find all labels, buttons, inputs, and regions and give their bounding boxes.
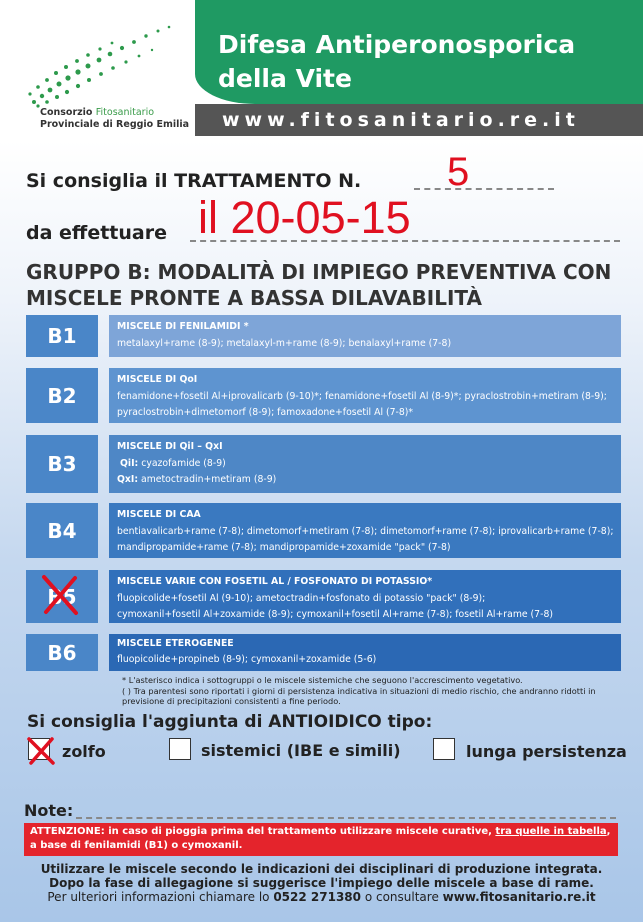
- group-heading: MISCELE DI CAA: [117, 509, 201, 520]
- date-label: da effettuare: [26, 222, 167, 244]
- group-code-label: B5: [47, 584, 77, 609]
- sistemici-checkbox[interactable]: [169, 738, 191, 760]
- group-box-b3: [109, 435, 621, 493]
- warning-box: [24, 823, 618, 856]
- logo-leaf-icon: [14, 22, 184, 112]
- group-code-b4: B4: [26, 503, 98, 558]
- cross-mark-icon: [40, 574, 80, 616]
- group-line: mandipropamide+rame (7-8); mandipropamide+zoxamide "pack" (7-8): [117, 542, 451, 553]
- logo-name-line1: Consorzio Fitosanitario: [40, 107, 155, 118]
- warning-line2: a base di fenilamidi (B1) o cymoxanil.: [30, 840, 243, 851]
- antioidico-title: Si consiglia l'aggiunta di ANTIOIDICO tipo:: [27, 712, 433, 732]
- zolfo-label: zolfo: [62, 742, 106, 761]
- group-box-b1: [109, 315, 621, 357]
- group-line: QiI: cyazofamide (8-9): [120, 457, 226, 469]
- logo-name-line2: Provinciale di Reggio Emilia: [40, 119, 190, 130]
- group-heading: MISCELE ETEROGENEE: [117, 638, 234, 649]
- zolfo-checkbox[interactable]: [28, 738, 50, 760]
- lunga-persistenza-checkbox[interactable]: [433, 738, 455, 760]
- group-line: fenamidone+fosetil Al+iprovalicarb (9-10)*; fenamidone+fosetil Al (8-9)*; pyraclostrobin+metiram (8-9);: [117, 390, 607, 402]
- group-heading: MISCELE DI FENILAMIDI *: [117, 321, 249, 332]
- group-title-line2: MISCELE PRONTE A BASSA DILAVABILITÀ: [26, 286, 482, 310]
- bottom-line1: Utilizzare le miscele secondo le indicazioni dei disciplinari di produzione integrata.: [40, 862, 603, 876]
- group-line: fluopicolide+fosetil Al (9-10); ametoctradin+fosfonato di potassio "pack" (8-9);: [117, 592, 486, 604]
- group-box-b2: [109, 368, 621, 423]
- group-title-line1: GRUPPO B: MODALITÀ DI IMPIEGO PREVENTIVA CON: [26, 260, 612, 284]
- note-label: Note:: [24, 801, 74, 820]
- warning-line1: ATTENZIONE: in caso di pioggia prima del trattamento utilizzare miscele curative, tra quelle in tabella,: [30, 826, 611, 837]
- group-line: fluopicolide+propineb (8-9); cymoxanil+zoxamide (5-6): [117, 654, 377, 665]
- group-code-b5: [26, 570, 98, 623]
- treatment-number: 5: [447, 150, 470, 194]
- group-box-b5: [109, 570, 621, 623]
- page-title-line2: della Vite: [218, 64, 352, 93]
- sistemici-label: sistemici (IBE e simili): [201, 741, 401, 760]
- bottom-line3: Per ulteriori informazioni chiamare lo 0522 271380 o consultare www.fitosanitario.re.it: [47, 890, 596, 904]
- group-box-b4: [109, 503, 621, 558]
- treatment-label: Si consiglia il TRATTAMENTO N.: [26, 170, 362, 192]
- group-line: QxI: ametoctradin+metiram (8-9): [117, 474, 277, 485]
- footnote: * L'asterisco indica i sottogruppi o le miscele sistemiche che seguono l'accrescimento vegetativo.: [122, 675, 523, 685]
- group-heading: MISCELE DI QiI – QxI: [117, 441, 223, 452]
- group-code-b1: B1: [26, 315, 98, 357]
- treatment-date: il 20-05-15: [198, 192, 411, 243]
- page-title-line1: Difesa Antiperonosporica: [218, 30, 576, 59]
- group-box-b6: [109, 634, 621, 671]
- group-heading: MISCELE VARIE CON FOSETIL AL / FOSFONATO DI POTASSIO*: [117, 576, 433, 587]
- website-url: www.fitosanitario.re.it: [222, 109, 580, 131]
- treatment-number-line: [414, 188, 554, 190]
- bottom-line2: Dopo la fase di allegagione si suggerisce l'impiego delle miscele a base di rame.: [49, 876, 594, 890]
- group-line: bentiavalicarb+rame (7-8); dimetomorf+metiram (7-8); dimetomorf+rame (7-8); iprovalicarb+rame (7-8);: [117, 525, 614, 537]
- footnote: ( ) Tra parentesi sono riportati i giorni di persistenza indicativa in situazioni di medio rischio, che andranno ridotti in: [122, 685, 596, 696]
- footnotes: [122, 675, 596, 707]
- group-code-b6: B6: [26, 634, 98, 671]
- group-heading: MISCELE DI QoI: [117, 374, 198, 385]
- note-line: [76, 817, 616, 819]
- group-line: cymoxanil+fosetil Al+zoxamide (8-9); cymoxanil+fosetil Al+rame (7-8); fosetil Al+rame (7-8): [117, 609, 553, 620]
- group-line: metalaxyl+rame (8-9); metalaxyl-m+rame (8-9); benalaxyl+rame (7-8): [117, 337, 452, 349]
- group-title: [26, 259, 611, 311]
- footnote: previsione di precipitazioni consistenti a fine periodo.: [122, 696, 341, 706]
- group-line: pyraclostrobin+dimetomorf (8-9); famoxadone+fosetil Al (7-8)*: [117, 407, 414, 418]
- group-code-b3: B3: [26, 435, 98, 493]
- cross-mark-icon: [26, 736, 56, 766]
- group-code-b2: B2: [26, 368, 98, 423]
- lunga-persistenza-label: lunga persistenza: [466, 742, 627, 761]
